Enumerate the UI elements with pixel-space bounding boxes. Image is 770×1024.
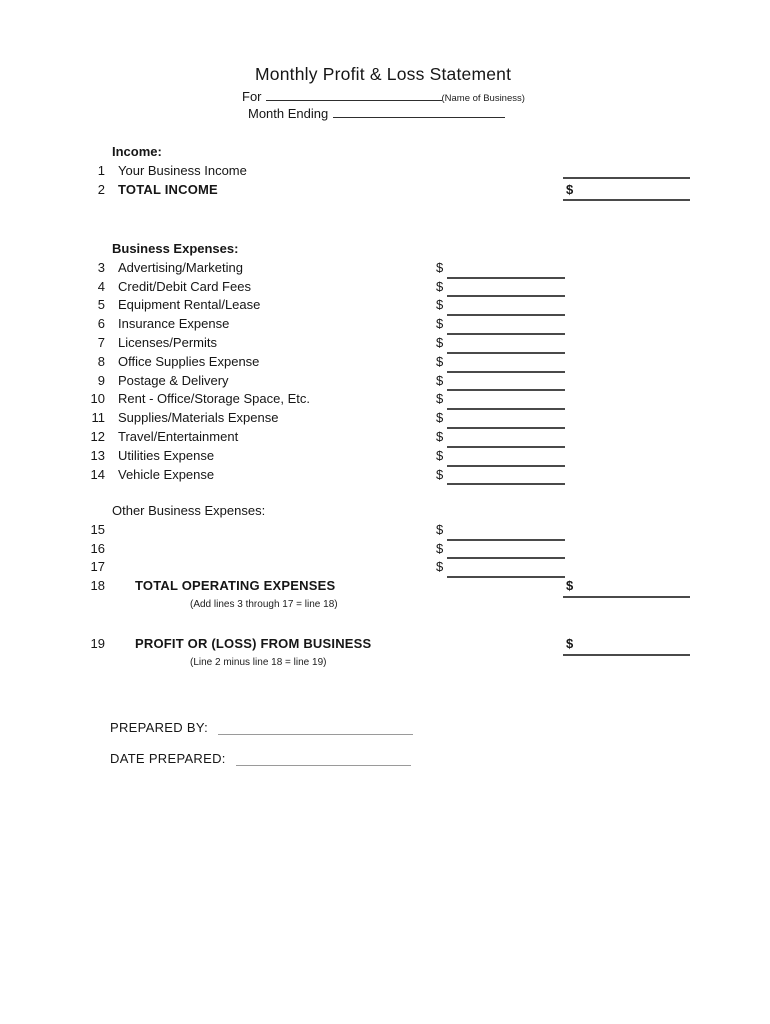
- dollar-sign: $: [436, 521, 444, 537]
- form-line-row: [0, 181, 770, 200]
- form-line-row: [0, 466, 770, 485]
- dollar-sign: $: [436, 278, 444, 294]
- form-line-row: [0, 577, 770, 596]
- line-label: Postage & Delivery: [118, 372, 229, 388]
- line-number: 13: [90, 447, 105, 463]
- section-other-expenses: [0, 502, 770, 615]
- form-line-row: [0, 521, 770, 540]
- line-number: 15: [90, 521, 105, 537]
- dollar-sign: $: [436, 259, 444, 275]
- line-label: TOTAL OPERATING EXPENSES: [135, 578, 336, 594]
- line-label: Utilities Expense: [118, 447, 215, 463]
- line-number: 14: [90, 466, 105, 482]
- line-number: 5: [97, 297, 105, 313]
- dollar-sign: $: [436, 297, 444, 313]
- line-number: 4: [97, 278, 105, 294]
- line-label: Equipment Rental/Lease: [118, 297, 261, 313]
- date-prepared-line: [110, 749, 411, 768]
- dollar-sign: $: [436, 466, 444, 482]
- line-label: Office Supplies Expense: [118, 353, 260, 369]
- dollar-sign: $: [436, 334, 444, 350]
- form-line-row: [0, 540, 770, 559]
- form-line-row: [0, 259, 770, 278]
- dollar-sign: $: [436, 540, 444, 556]
- dollar-sign: $: [566, 636, 574, 651]
- section-profit-loss: [0, 635, 770, 673]
- line-number: 11: [91, 410, 105, 426]
- dollar-sign: $: [566, 181, 574, 197]
- line-label: PROFIT OR (LOSS) FROM BUSINESS: [135, 636, 372, 651]
- form-line-row: [0, 447, 770, 466]
- dollar-sign: $: [436, 316, 444, 332]
- dollar-sign: $: [436, 447, 444, 463]
- amount-field-line[interactable]: [563, 177, 690, 179]
- form-line-row: [0, 334, 770, 353]
- form-line-row: [0, 558, 770, 577]
- section-header: Business Expenses:: [112, 241, 239, 256]
- line-number: 12: [90, 428, 105, 444]
- line-label: TOTAL INCOME: [118, 181, 218, 197]
- section-header: Other Business Expenses:: [112, 503, 266, 518]
- amount-field-line[interactable]: [563, 199, 690, 201]
- line-label: Your Business Income: [118, 162, 247, 178]
- dollar-sign: $: [436, 428, 444, 444]
- form-line-row: [0, 372, 770, 391]
- line-number: 16: [90, 540, 105, 556]
- business-name-field[interactable]: [266, 88, 442, 101]
- line-label: Supplies/Materials Expense: [118, 410, 279, 426]
- form-line-row: [0, 390, 770, 409]
- line-number: 17: [90, 559, 105, 575]
- amount-field-line[interactable]: [563, 654, 690, 656]
- form-line-row: [0, 635, 770, 654]
- line-number: 9: [97, 372, 105, 388]
- business-name-line: [242, 88, 525, 106]
- line-label: Insurance Expense: [118, 316, 230, 332]
- line-label: Vehicle Expense: [118, 466, 215, 482]
- line-label: Advertising/Marketing: [118, 259, 243, 275]
- form-line-row: [0, 409, 770, 428]
- date-prepared-field[interactable]: [236, 753, 411, 766]
- line-number: 3: [97, 259, 105, 275]
- line-note: (Add lines 3 through 17 = line 18): [190, 598, 338, 610]
- line-number: 19: [90, 636, 105, 651]
- dollar-sign: $: [436, 372, 444, 388]
- dollar-sign: $: [436, 353, 444, 369]
- line-number: 18: [90, 578, 105, 594]
- line-number: 8: [97, 353, 105, 369]
- form-line-row: [0, 278, 770, 297]
- prepared-by-label: PREPARED BY:: [110, 720, 209, 735]
- dollar-sign: $: [436, 391, 444, 407]
- prepared-by-line: [110, 718, 413, 737]
- prepared-by-field[interactable]: [218, 722, 413, 735]
- form-line-row: [0, 296, 770, 315]
- line-number: 6: [97, 316, 105, 332]
- month-ending-line: [248, 105, 505, 123]
- name-of-business-note: (Name of Business): [441, 93, 525, 104]
- amount-field-line[interactable]: [563, 596, 690, 598]
- dollar-sign: $: [566, 578, 574, 594]
- line-label: Licenses/Permits: [118, 334, 217, 350]
- form-line-row: [0, 162, 770, 181]
- section-income: [0, 143, 770, 199]
- line-number: 1: [97, 162, 105, 178]
- dollar-sign: $: [436, 559, 444, 575]
- date-prepared-label: DATE PREPARED:: [110, 751, 226, 766]
- amount-field-line[interactable]: [447, 483, 565, 485]
- line-number: 7: [97, 334, 105, 350]
- form-line-row: [0, 353, 770, 372]
- for-label: For: [242, 89, 262, 104]
- form-line-row: [0, 315, 770, 334]
- line-label: Credit/Debit Card Fees: [118, 278, 251, 294]
- month-ending-label: Month Ending: [248, 106, 329, 121]
- month-ending-field[interactable]: [333, 105, 505, 118]
- line-label: Rent - Office/Storage Space, Etc.: [118, 391, 310, 407]
- line-number: 10: [90, 391, 105, 407]
- line-note: (Line 2 minus line 18 = line 19): [190, 656, 327, 668]
- form-line-row: [0, 428, 770, 447]
- section-business-expenses: [0, 240, 770, 484]
- dollar-sign: $: [436, 410, 444, 426]
- section-header: Income:: [112, 144, 162, 159]
- line-number: 2: [97, 181, 105, 197]
- document-title: Monthly Profit & Loss Statement: [255, 64, 512, 84]
- line-label: Travel/Entertainment: [118, 428, 239, 444]
